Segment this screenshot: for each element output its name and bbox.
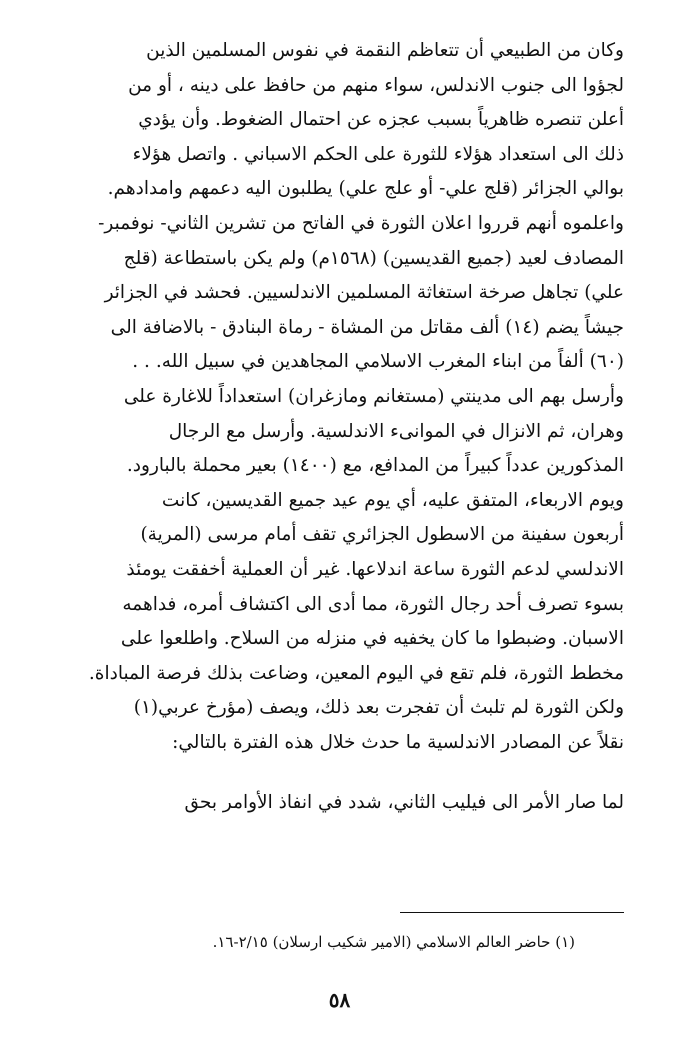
text-line: واعلموه أنهم قرروا اعلان الثورة في الفاتح من تشرين الثاني- نوفمبر- bbox=[98, 212, 624, 234]
text-line: وكان من الطبيعي أن تتعاظم النقمة في نفوس المسلمين الذين bbox=[146, 40, 624, 61]
paragraph-gap bbox=[56, 760, 624, 786]
text-line: مخطط الثورة، فلم تقع في اليوم المعين، وضاعت بذلك فرصة المباداة. bbox=[88, 662, 624, 684]
text-line: أربعون سفينة من الاسطول الجزائري تقف أمام مرسى (المرية) bbox=[140, 524, 624, 546]
main-text-block bbox=[56, 34, 624, 821]
text-line: ولكن الثورة لم تلبث أن تفجرت بعد ذلك، ويصف (مؤرخ عربي(١) bbox=[133, 697, 624, 719]
text-line: علي) تجاهل صرخة استغاثة المسلمين الاندلسيين. فحشد في الجزائر bbox=[104, 282, 624, 304]
text-line: وهران، ثم الانزال في الموانىء الاندلسية. وأرسل مع الرجال bbox=[168, 420, 624, 442]
text-line: ذلك الى استعداد هؤلاء للثورة على الحكم الاسباني . واتصل هؤلاء bbox=[132, 143, 624, 165]
text-line: الاسبان. وضبطوا ما كان يخفيه في منزله من السلاح. واطلعوا على bbox=[120, 628, 624, 650]
text-line: بوالي الجزائر (قلج علي- أو علج علي) يطلبون اليه دعمهم وامدادهم. bbox=[107, 178, 624, 200]
text-line: المذكورين عدداً كبيراً من المدافع، مع (١٤٠٠) بعير محملة بالبارود. bbox=[126, 455, 624, 477]
text-line-last-paragraph: لما صار الأمر الى فيليب الثاني، شدد في انفاذ الأوامر بحق bbox=[184, 792, 624, 814]
text-line: وأرسل بهم الى مدينتي (مستغانم ومازغران) استعداداً للاغارة على bbox=[123, 385, 624, 407]
text-line: ويوم الاربعاء، المتفق عليه، أي يوم عيد جميع القديسين، كانت bbox=[161, 489, 624, 511]
text-line: جيشاً يضم (١٤) ألف مقاتل من المشاة - رماة البنادق - بالاضافة الى bbox=[110, 316, 624, 338]
footnote-separator bbox=[400, 912, 624, 913]
text-line: الاندلسي لدعم الثورة ساعة اندلاعها. غير أن العملية أخفقت يومئذ bbox=[126, 558, 624, 580]
text-line: المصادف لعيد (جميع القديسين) (١٥٦٨م) ولم يكن باستطاعة (قلج bbox=[123, 247, 624, 269]
text-line: أعلن تنصره ظاهرياً بسبب عجزه عن احتمال الضغوط. وأن يؤدي bbox=[138, 109, 624, 131]
text-line: لجؤوا الى جنوب الاندلس، سواء منهم من حافظ على دينه ، أو من bbox=[128, 74, 624, 96]
text-line: نقلاً عن المصادر الاندلسية ما حدث خلال هذه الفترة بالتالي: bbox=[172, 731, 624, 753]
text-line: (٦٠) ألفاً من ابناء المغرب الاسلامي المجاهدين في سبيل الله. . . bbox=[132, 351, 624, 373]
footnote: (١) حاضر العالم الاسلامي (الامير شكيب ارسلان) ٢/١٥-١٦. bbox=[212, 933, 575, 951]
page-number: ٥٨ bbox=[328, 988, 351, 1012]
text-line: بسوء تصرف أحد رجال الثورة، مما أدى الى اكتشاف أمره، فداهمه bbox=[122, 593, 624, 615]
